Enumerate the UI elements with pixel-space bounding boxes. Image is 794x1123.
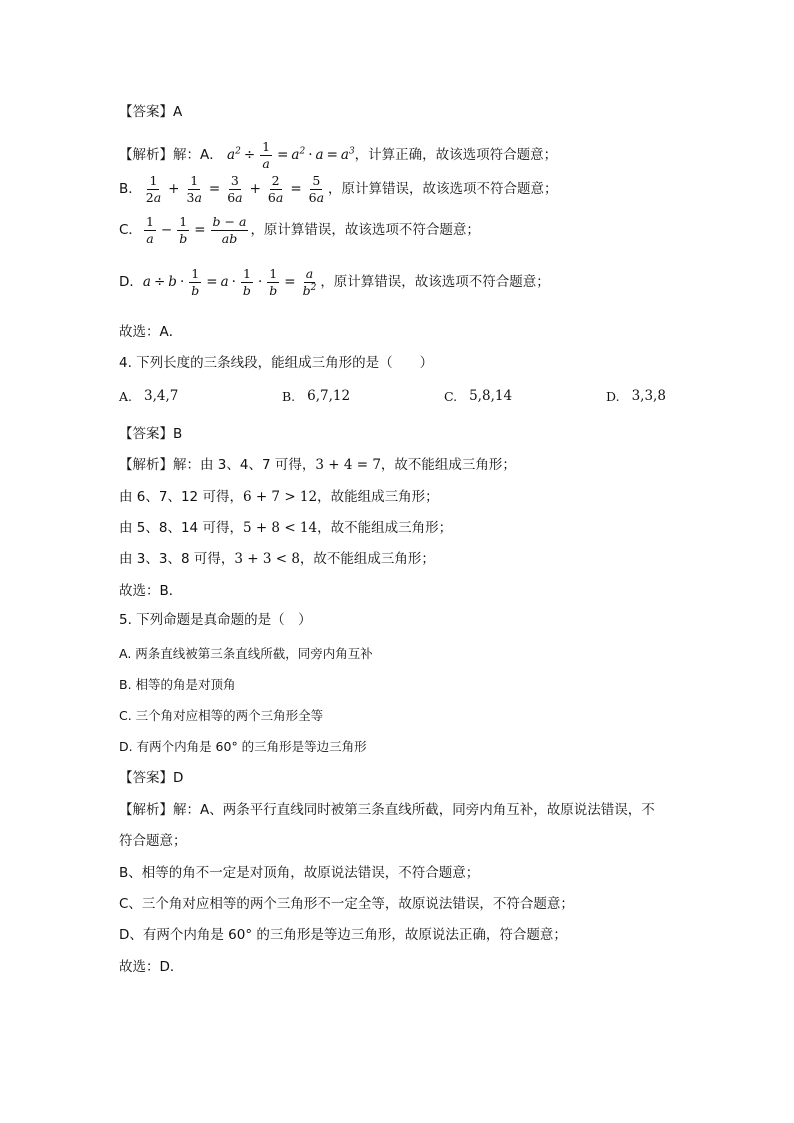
- q5-answer: 【答案】D: [119, 770, 184, 786]
- q4-analysis-line: 由 5、8、14 可得， 5 + 8 < 14 ，故不能组成三角形；: [119, 520, 453, 536]
- q4-option-b: B. 6,7,12: [282, 388, 351, 404]
- q5-analysis-line: D、有两个内角是 60° 的三角形是等边三角形，故原说法正确，符合题意；: [119, 927, 567, 943]
- q3-analysis-a: 【解析】解：A． $a^2$ ÷ $\frac{1}{a}$ = $a^2$ · a = $a^3$ ，计算正确，故该选项符合题意；: [119, 138, 558, 171]
- fraction: $\frac{5}{6a}$: [308, 172, 325, 205]
- q3-analysis-prefix: 【解析】解：A．: [119, 147, 223, 163]
- fraction: $\frac{1}{3a}$: [186, 172, 202, 205]
- q5-analysis-line: 符合题意；: [119, 833, 187, 849]
- q3-answer: 【答案】A: [119, 104, 183, 120]
- fraction: $\frac{1}{b}$: [269, 265, 278, 298]
- q5-option-b: B. 相等的角是对顶角: [119, 677, 236, 692]
- q3-b-tail: ，原计算错误，故该选项不符合题意；: [328, 181, 558, 197]
- q4-option-a: A. 3,4,7: [119, 388, 179, 404]
- q4-analysis-line: 【解析】解：由 3、4、7 可得， 3 + 4 = 7 ，故不能组成三角形；: [119, 457, 516, 473]
- q5-option-c: C. 三个角对应相等的两个三角形全等: [119, 708, 324, 723]
- q3-d-label: D．: [119, 274, 143, 290]
- q4-analysis-line: 由 6、7、12 可得， 6 + 7 > 12 ，故能组成三角形；: [119, 489, 439, 505]
- q3-analysis-c: C． $\frac{1}{a}$ − $\frac{1}{b}$ = $\frac{b - a}{ab}$ ，原计算错误，故该选项不符合题意；: [119, 213, 480, 246]
- q4-option-d: D. 3,3,8: [606, 388, 666, 404]
- q4-option-c: C. 5,8,14: [444, 388, 513, 404]
- q3-a-tail: ，计算正确，故该选项符合题意；: [354, 147, 558, 163]
- q3-analysis-d: D． a ÷ b · $\frac{1}{b}$ = a · $\frac{1}{b}$ · $\frac{1}{b}$ = $\frac{a}{b^2}$ ，原计算错误，故该选项不符合题意；: [119, 265, 550, 298]
- q4-answer: 【答案】B: [119, 426, 183, 442]
- q5-choose: 故选：D．: [119, 959, 184, 975]
- fraction: $\frac{1}{a}$: [145, 213, 154, 246]
- fraction: $\frac{1}{b}$: [179, 213, 188, 246]
- fraction: $\frac{1}{b}$: [191, 265, 200, 298]
- fraction: $\frac{1}{b}$: [242, 265, 251, 298]
- q5-option-d: D. 有两个内角是 60° 的三角形是等边三角形: [119, 739, 367, 754]
- fraction: $\frac{1}{2a}$: [145, 172, 162, 205]
- q5-stem: 5. 下列命题是真命题的是（ ）: [119, 612, 312, 628]
- fraction: $\frac{3}{6a}$: [227, 172, 243, 205]
- q3-choose: 故选：A．: [119, 324, 183, 340]
- q3-a-expression: $a^2$: [222, 146, 241, 163]
- q4-analysis-line: 由 3、3、8 可得， 3 + 3 < 8 ，故不能组成三角形；: [119, 551, 435, 567]
- q3-c-label: C．: [119, 222, 142, 238]
- q4-choose: 故选：B．: [119, 583, 183, 599]
- fraction: $\frac{a}{b^2}$: [302, 265, 317, 298]
- q3-d-tail: ，原计算错误，故该选项不符合题意；: [320, 274, 550, 290]
- fraction: $\frac{1}{a}$: [262, 138, 271, 171]
- q4-stem: 4. 下列长度的三条线段，能组成三角形的是（ ）: [119, 355, 434, 371]
- q3-analysis-b: B． $\frac{1}{2a}$ + $\frac{1}{3a}$ = $\frac{3}{6a}$ + $\frac{2}{6a}$ = $\frac{5}{6a}$ ，原计算错误，故该选项不符合题意；: [119, 172, 558, 205]
- q3-b-label: B．: [119, 181, 142, 197]
- q5-analysis-line: C、三个角对应相等的两个三角形不一定全等，故原说法错误，不符合题意；: [119, 896, 574, 912]
- fraction: $\frac{b - a}{ab}$: [212, 213, 247, 246]
- q3-c-tail: ，原计算错误，故该选项不符合题意；: [250, 222, 480, 238]
- q5-analysis-line: 【解析】解：A、两条平行直线同时被第三条直线所截，同旁内角互补，故原说法错误，不: [119, 802, 655, 818]
- q5-option-a: A. 两条直线被第三条直线所截，同旁内角互补: [119, 646, 373, 661]
- fraction: $\frac{2}{6a}$: [267, 172, 284, 205]
- q5-analysis-line: B、相等的角不一定是对顶角，故原说法错误，不符合题意；: [119, 865, 480, 881]
